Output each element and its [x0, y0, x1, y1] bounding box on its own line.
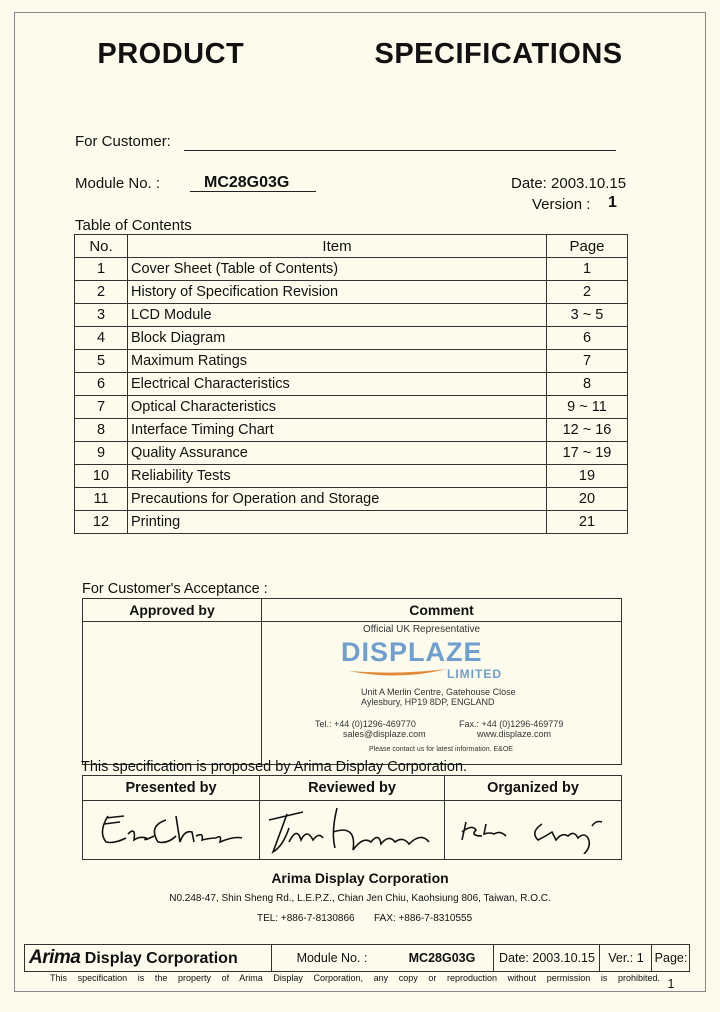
- customer-label: For Customer:: [75, 133, 171, 150]
- page-title: PRODUCT SPECIFICATIONS: [97, 38, 623, 70]
- toc-no: 9: [75, 442, 128, 465]
- toc-no: 6: [75, 373, 128, 396]
- acceptance-table: [82, 598, 622, 765]
- approved-by-cell: [83, 622, 262, 765]
- toc-page: 3 ~ 5: [547, 304, 628, 327]
- logo-swoosh-icon: [349, 667, 449, 681]
- stamp-tel: Tel.: +44 (0)1296-469770: [315, 719, 416, 729]
- toc-item: Reliability Tests: [128, 465, 547, 488]
- table-row: [75, 511, 628, 534]
- stamp-top: Official UK Representative: [363, 624, 481, 635]
- displaze-logo: DISPLAZE: [341, 637, 483, 667]
- toc-no: 2: [75, 281, 128, 304]
- toc-page: 8: [547, 373, 628, 396]
- organized-by-signature: [445, 801, 622, 860]
- proposal-table: [82, 775, 622, 860]
- representative-stamp: [263, 623, 620, 763]
- version-value: 1: [608, 194, 617, 211]
- stamp-address-2: Aylesbury, HP19 8DP, ENGLAND: [361, 697, 495, 707]
- customer-line: [184, 150, 616, 151]
- toc-page: 20: [547, 488, 628, 511]
- table-row: [75, 327, 628, 350]
- toc-no: 10: [75, 465, 128, 488]
- footer-version: Ver.: 1: [599, 945, 652, 971]
- proposal-text: This specification is proposed by Arima Display Corporation.: [81, 759, 468, 775]
- stamp-note: Please contact us for latest information. E&OE: [369, 746, 513, 753]
- table-row: [75, 419, 628, 442]
- toc-page: 1: [547, 258, 628, 281]
- toc-page: 12 ~ 16: [547, 419, 628, 442]
- footer-module-value: MC28G03G: [408, 951, 476, 965]
- toc-page: 7: [547, 350, 628, 373]
- company-fax: FAX: +886-7-8310555: [374, 913, 473, 924]
- toc-page: 9 ~ 11: [547, 396, 628, 419]
- footer-brand: [29, 947, 238, 969]
- toc-item: Quality Assurance: [128, 442, 547, 465]
- module-line: [190, 191, 316, 192]
- toc-header-row: [75, 235, 628, 258]
- presented-by-signature: [83, 801, 260, 860]
- table-row: [75, 258, 628, 281]
- toc-no: 1: [75, 258, 128, 281]
- spec-date: Date: 2003.10.15: [511, 175, 627, 192]
- toc-col-no: No.: [75, 235, 128, 258]
- toc-no: 8: [75, 419, 128, 442]
- stamp-fax: Fax.: +44 (0)1296-469779: [459, 719, 564, 729]
- toc-page: 6: [547, 327, 628, 350]
- toc-table: [74, 234, 628, 534]
- toc-no: 4: [75, 327, 128, 350]
- stamp-email: sales@displaze.com: [343, 729, 426, 739]
- brand-name: Display Corporation: [80, 950, 238, 967]
- table-row: [75, 396, 628, 419]
- signature-icon: [84, 802, 258, 854]
- module-label: Module No. :: [75, 175, 161, 192]
- approved-by-header: Approved by: [83, 599, 262, 622]
- signature-icon: [446, 802, 620, 854]
- footer-notice: This specification is the property of Arima Display Corporation, any copy or reproduction without permission is prohibited.: [50, 973, 660, 983]
- acceptance-header-row: [83, 599, 622, 622]
- table-row: [75, 488, 628, 511]
- company-tel: TEL: +886-7-8130866: [257, 913, 355, 924]
- acceptance-heading: For Customer's Acceptance :: [82, 581, 268, 597]
- toc-page: 19: [547, 465, 628, 488]
- reviewed-by-header: Reviewed by: [260, 776, 445, 801]
- toc-page: 21: [547, 511, 628, 534]
- brand-logo: Arima: [29, 947, 81, 968]
- table-row: [75, 281, 628, 304]
- toc-no: 11: [75, 488, 128, 511]
- version-label: Version :: [532, 196, 591, 213]
- toc-item: Precautions for Operation and Storage: [128, 488, 547, 511]
- toc-no: 7: [75, 396, 128, 419]
- toc-item: Cover Sheet (Table of Contents): [128, 258, 547, 281]
- footer-page: Page: 1: [651, 945, 690, 971]
- table-row: [75, 350, 628, 373]
- toc-page: 2: [547, 281, 628, 304]
- toc-item: Interface Timing Chart: [128, 419, 547, 442]
- footer-date: Date: 2003.10.15: [493, 945, 600, 971]
- stamp-web: www.displaze.com: [477, 729, 552, 739]
- module-number: MC28G03G: [204, 174, 290, 191]
- toc-item: LCD Module: [128, 304, 547, 327]
- toc-no: 3: [75, 304, 128, 327]
- toc-item: Printing: [128, 511, 547, 534]
- stamp-address-1: Unit A Merlin Centre, Gatehouse Close: [361, 687, 516, 697]
- comment-header: Comment: [262, 599, 622, 622]
- toc-item: Maximum Ratings: [128, 350, 547, 373]
- toc-item: Block Diagram: [128, 327, 547, 350]
- toc-no: 5: [75, 350, 128, 373]
- toc-heading: Table of Contents: [75, 217, 192, 234]
- table-row: [75, 304, 628, 327]
- signature-icon: [261, 802, 443, 854]
- toc-col-page: Page: [547, 235, 628, 258]
- footer-module-label: Module No. :: [271, 945, 392, 971]
- table-row: [75, 465, 628, 488]
- toc-no: 12: [75, 511, 128, 534]
- reviewed-by-signature: [260, 801, 445, 860]
- proposal-header-row: [83, 776, 622, 801]
- company-address: N0.248-47, Shin Sheng Rd., L.E.P.Z., Chian Jen Chiu, Kaohsiung 806, Taiwan, R.O.C.: [169, 893, 551, 904]
- toc-item: History of Specification Revision: [128, 281, 547, 304]
- company-name: Arima Display Corporation: [271, 870, 449, 886]
- table-row: [75, 373, 628, 396]
- toc-item: Electrical Characteristics: [128, 373, 547, 396]
- toc-item: Optical Characteristics: [128, 396, 547, 419]
- table-row: [75, 442, 628, 465]
- comment-cell: [262, 622, 622, 765]
- organized-by-header: Organized by: [445, 776, 622, 801]
- toc-page: 17 ~ 19: [547, 442, 628, 465]
- displaze-limited: LIMITED: [447, 667, 502, 681]
- presented-by-header: Presented by: [83, 776, 260, 801]
- toc-col-item: Item: [128, 235, 547, 258]
